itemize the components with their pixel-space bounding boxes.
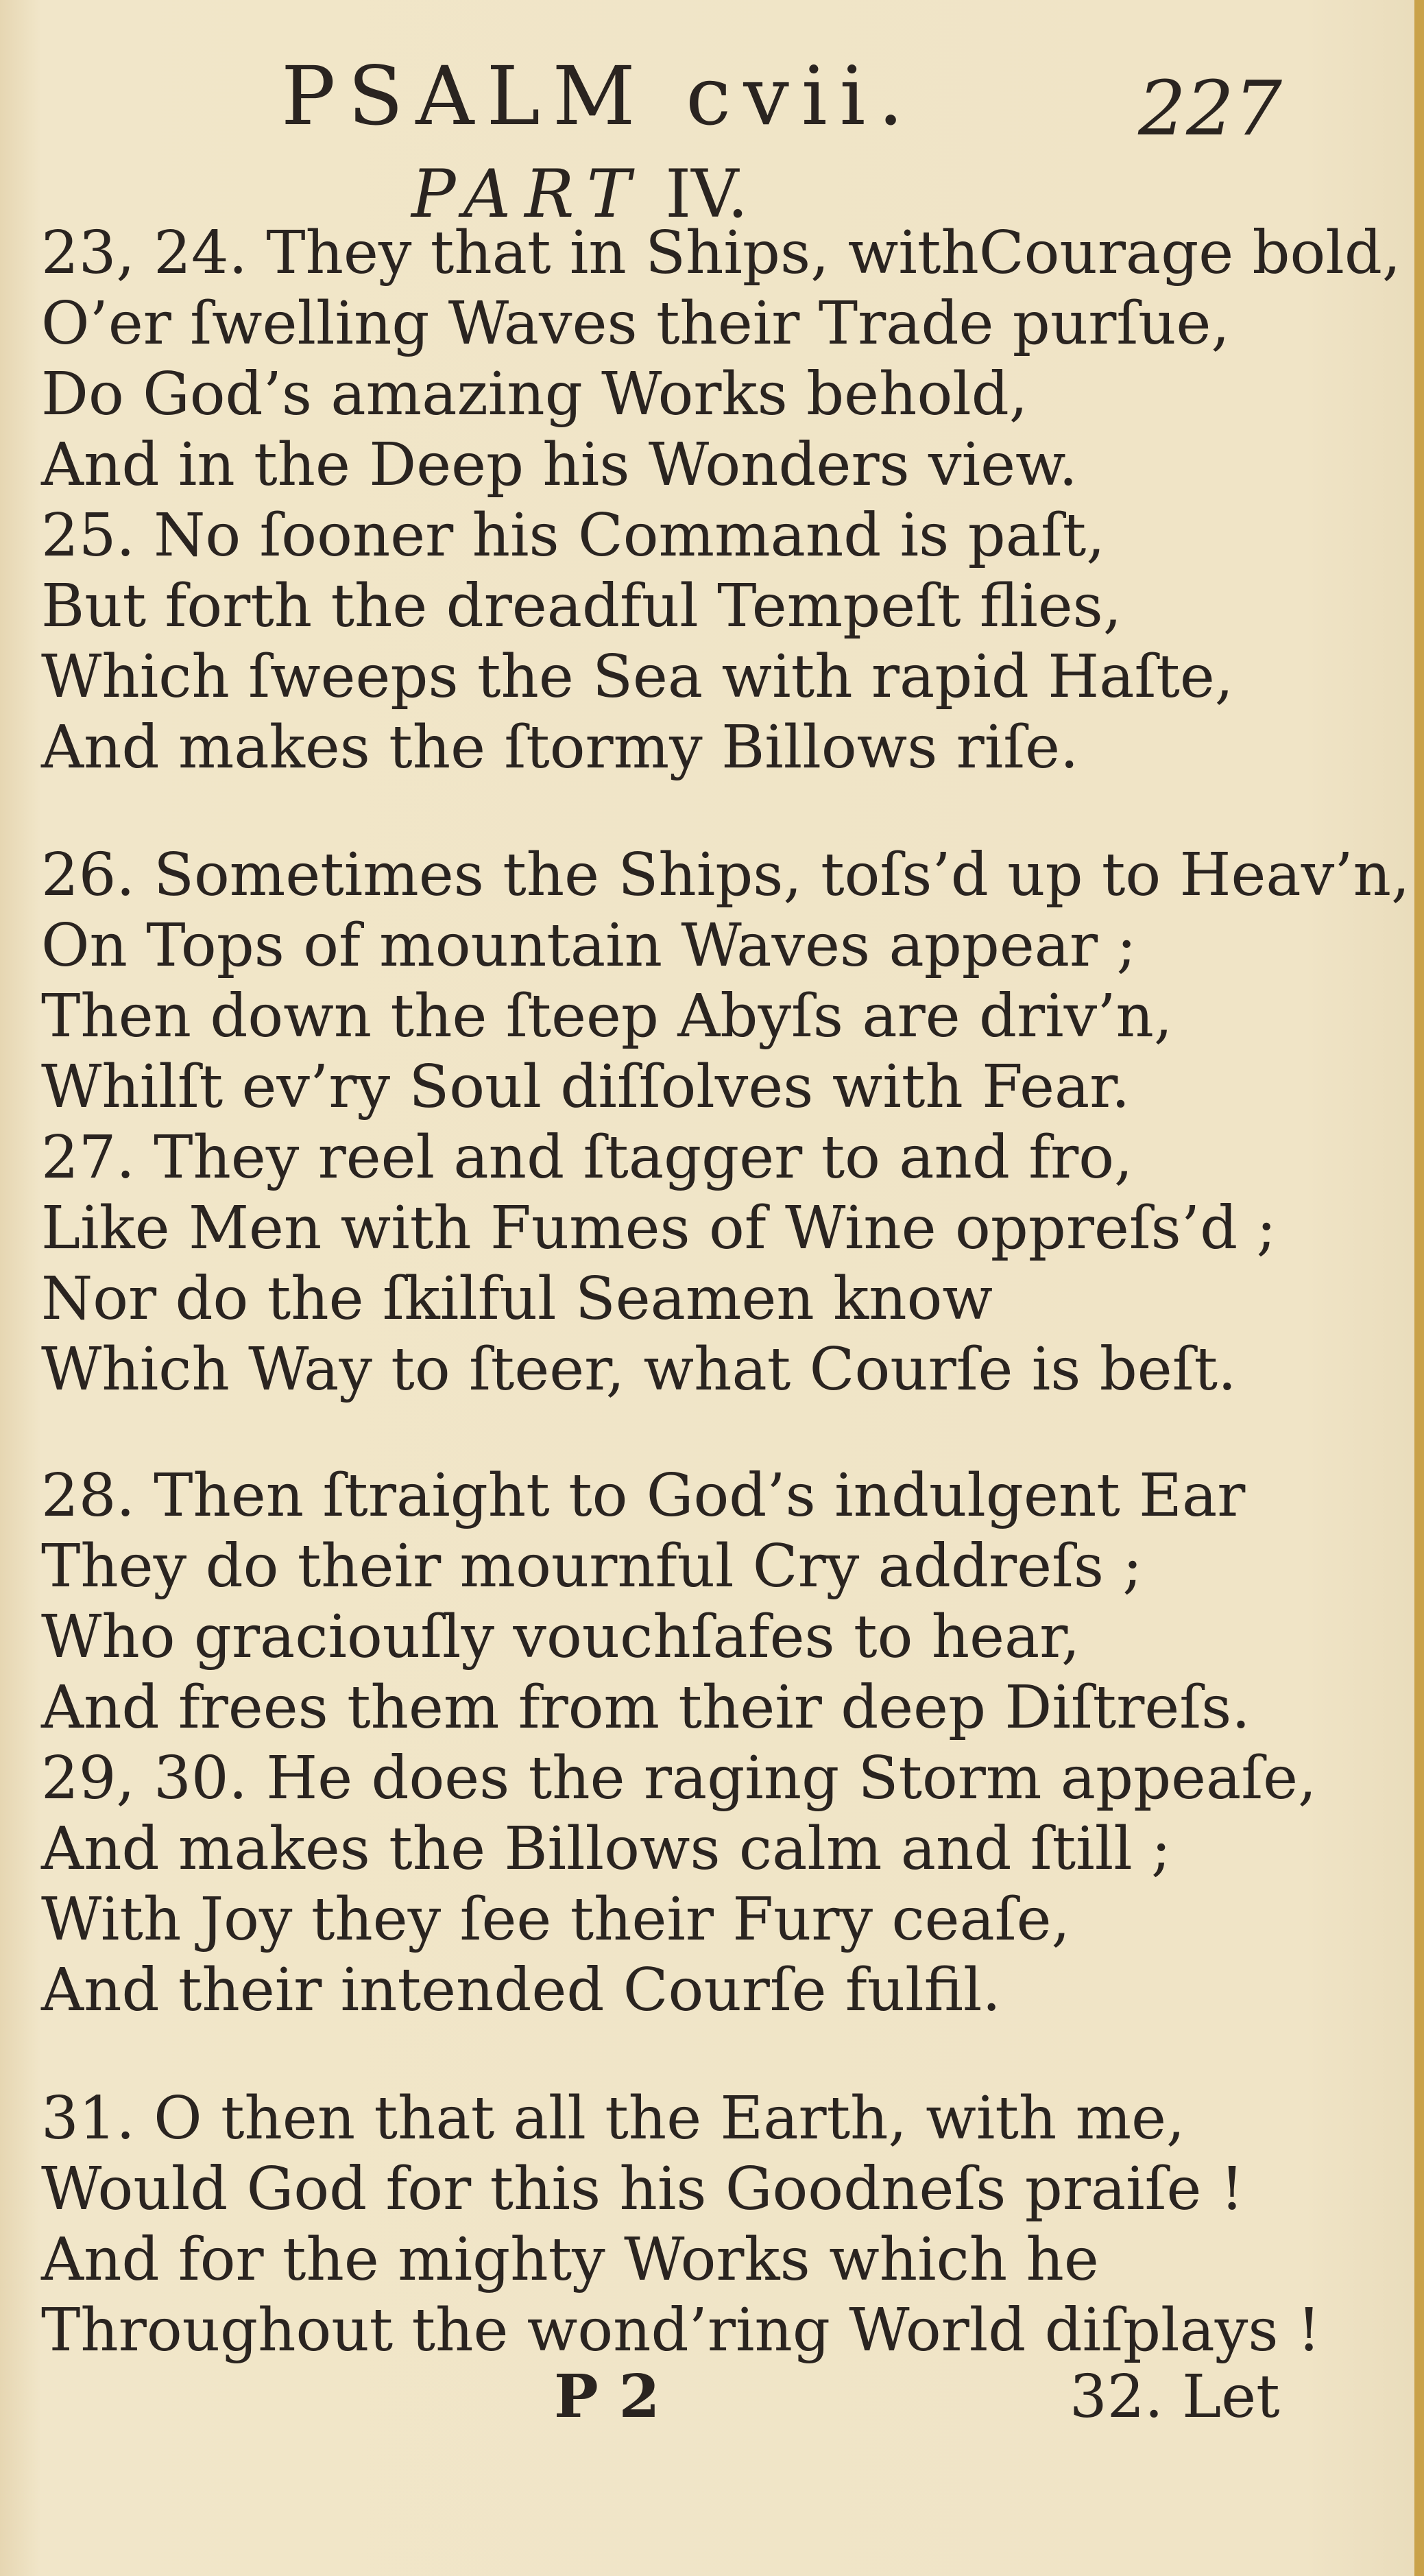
stanza-1 xyxy=(41,218,1399,783)
catchword: 32. Let xyxy=(1070,2363,1280,2431)
signature-mark: P 2 xyxy=(554,2362,660,2431)
page-number: 227 xyxy=(1138,64,1282,152)
verse-line: Like Men with Fumes of Wine oppreſs’d ; xyxy=(41,1194,1277,1263)
verse-line: 28. Then ſtraight to God’s indulgent Ear xyxy=(41,1462,1246,1530)
stanza-4 xyxy=(41,2084,1399,2366)
verse-line: And frees them from their deep Diſtreſs. xyxy=(41,1673,1251,1742)
verse-line: And for the mighty Works which he xyxy=(41,2226,1099,2294)
verse-line: With Joy they ſee their Fury ceaſe, xyxy=(41,1885,1070,1954)
verse-line: But forth the dreadful Tempeſt flies, xyxy=(41,572,1122,641)
running-title: PSALM cvii. xyxy=(281,49,916,143)
verse-line: And in the Deep his Wonders view. xyxy=(41,431,1078,499)
verse-line: Then down the ſteep Abyſs are driv’n, xyxy=(41,982,1173,1051)
verse-line: Which Way to ſteer, what Courſe is beſt. xyxy=(41,1335,1237,1404)
verse-line: Who graciouſly vouchſafes to hear, xyxy=(41,1603,1081,1671)
verse-line: And makes the ſtormy Billows riſe. xyxy=(41,713,1079,782)
verse-line: Which ſweeps the Sea with rapid Haſte, xyxy=(41,643,1234,711)
verse-line: They do their mournful Cry addreſs ; xyxy=(41,1532,1143,1601)
verse-line: O’er ſwelling Waves their Trade purſue, xyxy=(41,289,1230,358)
verse-line: And makes the Billows calm and ſtill ; xyxy=(41,1815,1172,1883)
verse-line: On Tops of mountain Waves appear ; xyxy=(41,911,1137,980)
verse-line: Do God’s amazing Works behold, xyxy=(41,360,1028,429)
page-edge xyxy=(1414,0,1424,2576)
verse-line: Throughout the wond’ring World diſplays ! xyxy=(41,2296,1321,2365)
part-number: IV. xyxy=(665,156,749,232)
stanza-3 xyxy=(41,1461,1399,2026)
verse-line: 31. O then that all the Earth, with me, xyxy=(41,2084,1185,2153)
verse-line: 27. They reel and ſtagger to and fro, xyxy=(41,1123,1133,1192)
page-footer xyxy=(0,2359,1424,2442)
verse-line: And their intended Courſe fulfil. xyxy=(41,1956,1001,2025)
part-word: PART xyxy=(411,156,644,232)
verse-line: Nor do the ſkilful Seamen know xyxy=(41,1265,993,1333)
verse-line: 26. Sometimes the Ships, toſs’d up to Heav’n, xyxy=(41,841,1410,909)
page-header xyxy=(0,27,1424,152)
verse-line: Whilſt ev’ry Soul diſſolves with Fear. xyxy=(41,1053,1131,1121)
verse-line: 29, 30. He does the raging Storm appeaſe, xyxy=(41,1744,1317,1813)
stanza-2 xyxy=(41,840,1410,1405)
verse-line: 25. No ſooner his Command is paſt, xyxy=(41,501,1105,570)
verse-line: Would God for this his Goodneſs praiſe ! xyxy=(41,2155,1244,2223)
verse-line: 23, 24. They that in Ships, withCourage bold, xyxy=(41,219,1401,287)
